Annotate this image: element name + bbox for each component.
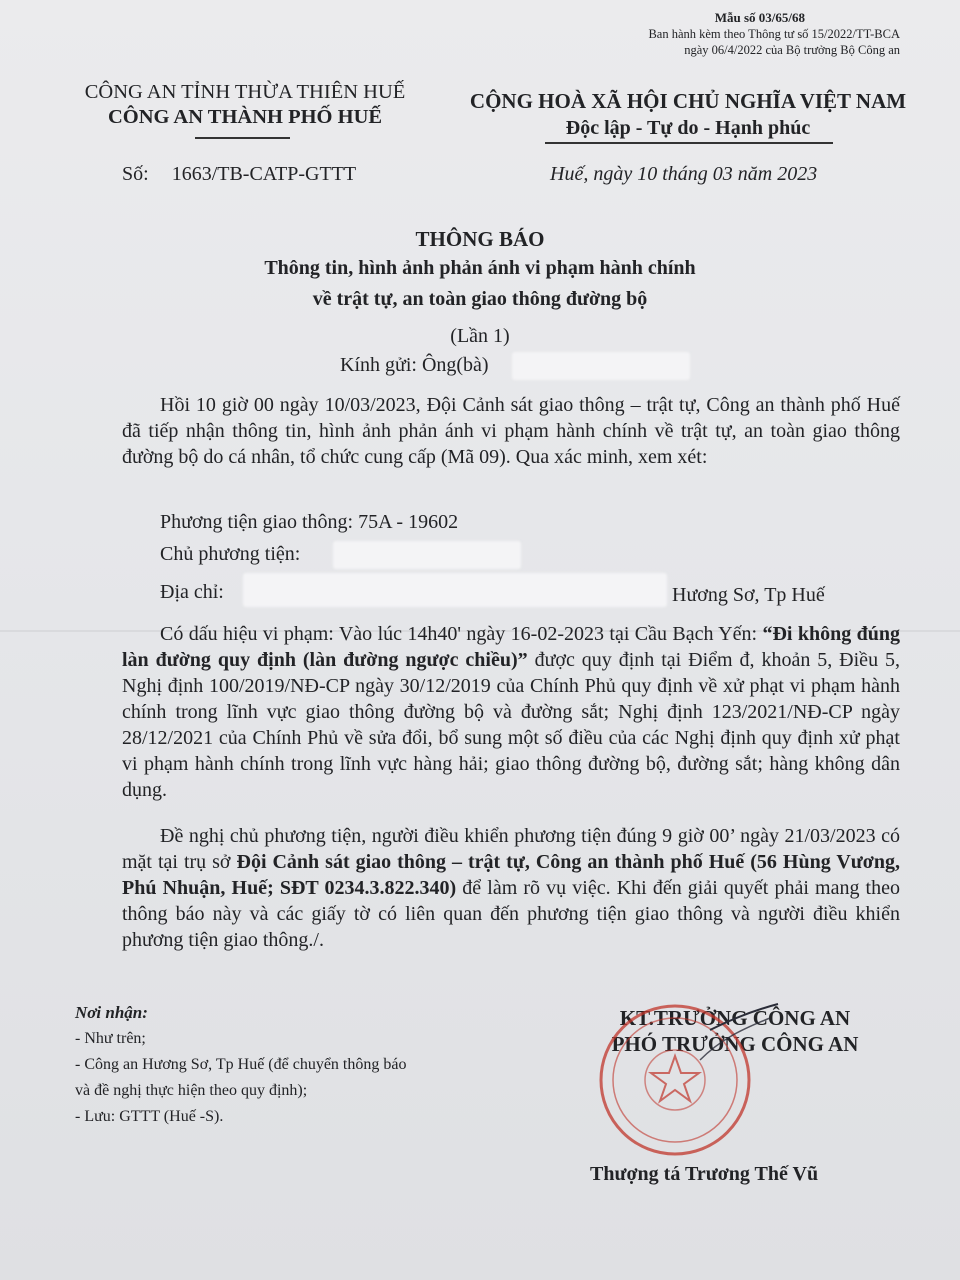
violation-description: “Đi không đúng làn đường quy định (làn đường ngược chiều)” (122, 623, 900, 671)
document-issue-number: (Lần 1) (450, 325, 510, 347)
signer-title-1: KT.TRƯỞNG CÔNG AN (619, 1006, 851, 1030)
agency-line2: CÔNG AN THÀNH PHỐ HUẾ (107, 106, 383, 128)
signer-name: Thượng tá Trương Thế Vũ (590, 1163, 819, 1185)
address-tail: Hương Sơ, Tp Huế (672, 584, 825, 606)
document-number-label: Số: (122, 163, 149, 185)
motto-underline (545, 142, 833, 144)
violation-lead: Có dấu hiệu vi phạm: Vào lúc 14h40' ngày 16-02-2023 tại Cầu Bạch Yến: (160, 623, 758, 645)
nation-motto: Độc lập - Tự do - Hạnh phúc (565, 117, 811, 139)
request-rest: để làm rõ vụ việc. Khi đến giải quyết phải mang theo thông báo này và các giấy tờ có liên quan đến phương tiện giao thông và người điều khiển phương tiện giao thông./. (122, 877, 900, 951)
form-code-title: Mẫu số 03/65/68 (714, 10, 805, 25)
form-code (600, 10, 900, 58)
redacted-owner-name (333, 541, 521, 569)
recipient-item: - Công an Hương Sơ, Tp Huế (để chuyển thông báo (75, 1056, 407, 1073)
recipient-item: - Như trên; (75, 1030, 146, 1047)
request-office: Đội Cảnh sát giao thông – trật tự, Công an thành phố Huế (56 Hùng Vương, Phú Nhuận, Huế; SĐT 0234.3.822.340) (122, 851, 900, 899)
signer-title-2: PHÓ TRƯỞNG CÔNG AN (611, 1032, 859, 1056)
signer-block (570, 1005, 900, 1057)
document-subtitle-2: về trật tự, an toàn giao thông đường bộ (312, 288, 648, 310)
request-lead: Đề nghị chủ phương tiện, người điều khiển phương tiện đúng 9 giờ 00’ ngày 21/03/2023 có mặt tại trụ sở (122, 825, 900, 873)
form-code-line2: ngày 06/4/2022 của Bộ trưởng Bộ Công an (684, 43, 900, 57)
document-number-value: 1663/TB-CATP-GTTT (171, 163, 357, 185)
form-code-line1: Ban hành kèm theo Thông tư số 15/2022/TT-BCA (648, 27, 900, 41)
agency-header (60, 80, 430, 130)
nation-line1: CỘNG HOÀ XÃ HỘI CHỦ NGHĨA VIỆT NAM (469, 89, 907, 113)
paragraph-intake: Hồi 10 giờ 00 ngày 10/03/2023, Đội Cảnh sát giao thông – trật tự, Công an thành phố Huế đã tiếp nhận thông tin, hình ảnh phản ánh vi phạm hành chính về trật tự, an toàn giao thông đường bộ do cá nhân, tổ chức cung cấp (Mã 09). Qua xác minh, xem xét: (122, 394, 900, 468)
document-number (122, 163, 356, 186)
recipient-item: - Lưu: GTTT (Huế -S). (75, 1108, 224, 1125)
violation-legal-basis: được quy định tại Điểm đ, khoản 5, Điều 5, Nghị định 100/2019/NĐ-CP ngày 30/12/2019 của Chính Phủ quy định về xử phạt vi phạm hành chính trong lĩnh vực giao thông đường bộ và đường sắt; Nghị định 123/2021/NĐ-CP ngày 28/12/2021 của Chính Phủ về sửa đổi, bổ sung một số điều của các Nghị định quy định xử phạt vi phạm hành chính trong lĩnh vực hàng hải; giao thông đường bộ, đường sắt; hàng không dân dụng. (122, 649, 900, 801)
address-label: Địa chỉ: (160, 581, 224, 603)
salutation: Kính gửi: Ông(bà) (340, 354, 489, 376)
vehicle-plate: Phương tiện giao thông: 75A - 19602 (160, 511, 459, 533)
nation-header (448, 88, 928, 142)
agency-line1: CÔNG AN TỈNH THỪA THIÊN HUẾ (84, 81, 406, 103)
document-title: THÔNG BÁO (415, 227, 545, 251)
place-date: Huế, ngày 10 tháng 03 năm 2023 (550, 163, 818, 185)
redacted-address (243, 573, 667, 607)
paragraph-violation (122, 621, 900, 803)
agency-underline (195, 137, 290, 139)
document-subtitle-1: Thông tin, hình ảnh phản ánh vi phạm hành chính (264, 257, 696, 279)
recipients-heading: Nơi nhận: (75, 1003, 148, 1022)
owner-label: Chủ phương tiện: (160, 543, 301, 565)
recipient-item: và đề nghị thực hiện theo quy định); (75, 1082, 308, 1099)
paragraph-request (122, 823, 900, 953)
recipients-block (75, 1000, 406, 1130)
redacted-recipient-name (512, 352, 690, 380)
